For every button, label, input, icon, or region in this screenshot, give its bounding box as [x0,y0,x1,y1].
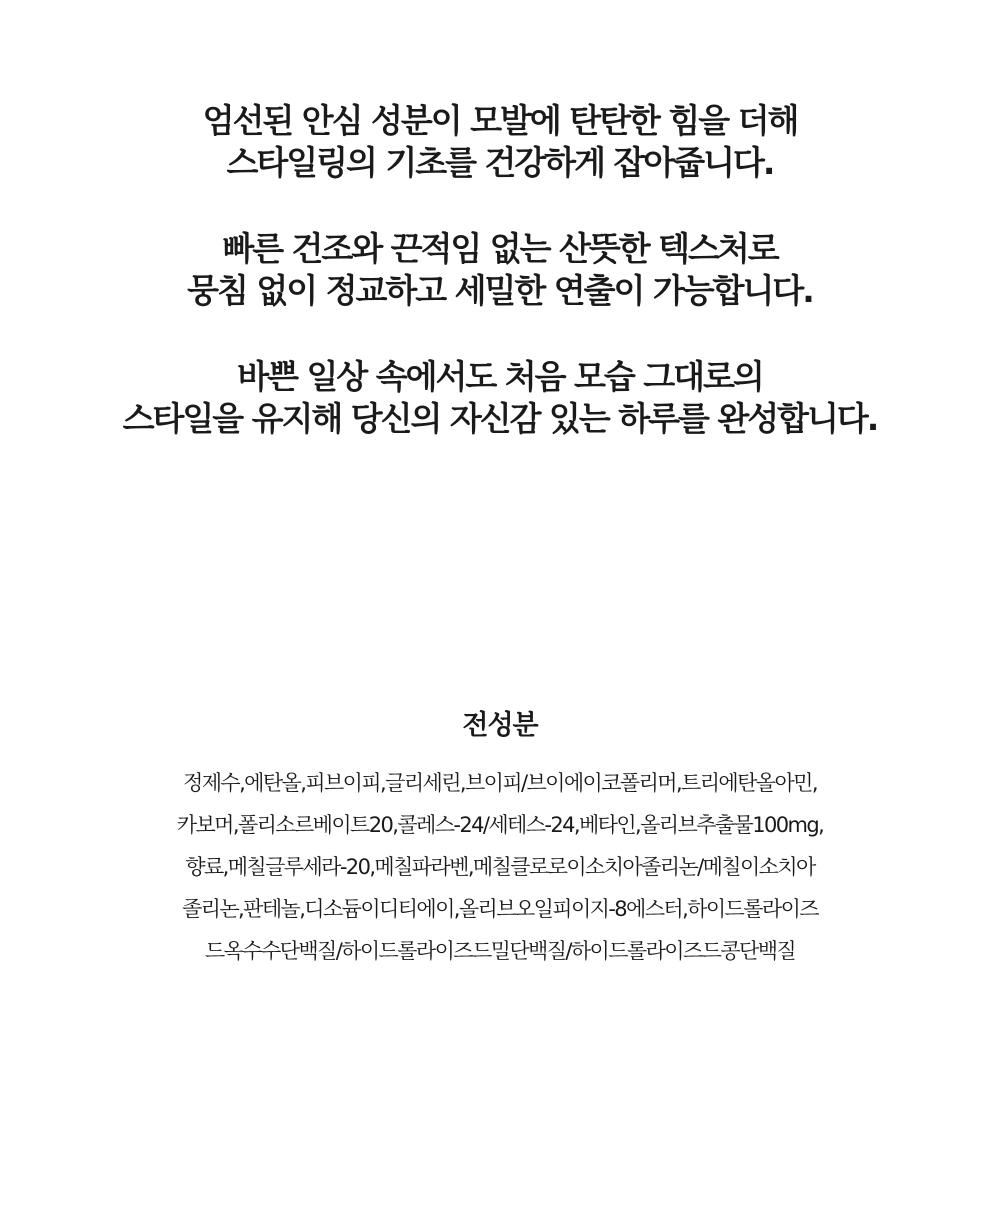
ingredients-line: 정제수,에탄올,피브이피,글리세린,브이피/브이에이코폴리머,트리에탄올아민, [183,771,817,795]
intro-paragraph-1 [0,100,1000,184]
ingredients-section [0,708,1000,972]
intro-copy [0,100,1000,484]
ingredients-title: 전성분 [462,710,538,741]
intro-paragraph-3 [0,356,1000,440]
ingredients-line: 향료,메칠글루세라-20,메칠파라벤,메칠클로로이소치아졸리논/메칠이소치아 [185,855,815,879]
intro-line: 스타일을 유지해 당신의 자신감 있는 하루를 완성합니다. [122,399,878,438]
ingredients-line: 드옥수수단백질/하이드롤라이즈드밀단백질/하이드롤라이즈드콩단백질 [204,939,796,963]
intro-line: 뭉침 없이 정교하고 세밀한 연출이 가능합니다. [187,271,813,310]
intro-paragraph-2 [0,228,1000,312]
intro-line: 바쁜 일상 속에서도 처음 모습 그대로의 [237,357,763,396]
intro-line: 빠른 건조와 끈적임 없는 산뜻한 텍스처로 [222,229,778,268]
intro-line: 스타일링의 기초를 건강하게 잡아줍니다. [226,143,774,182]
ingredients-line: 졸리논,판테놀,디소듐이디티에이,올리브오일피이지-8에스터,하이드롤라이즈 [182,897,818,921]
ingredients-line: 카보머,폴리소르베이트20,콜레스-24/세테스-24,베타인,올리브추출물100mg, [176,813,824,837]
intro-line: 엄선된 안심 성분이 모발에 탄탄한 힘을 더해 [202,101,798,140]
